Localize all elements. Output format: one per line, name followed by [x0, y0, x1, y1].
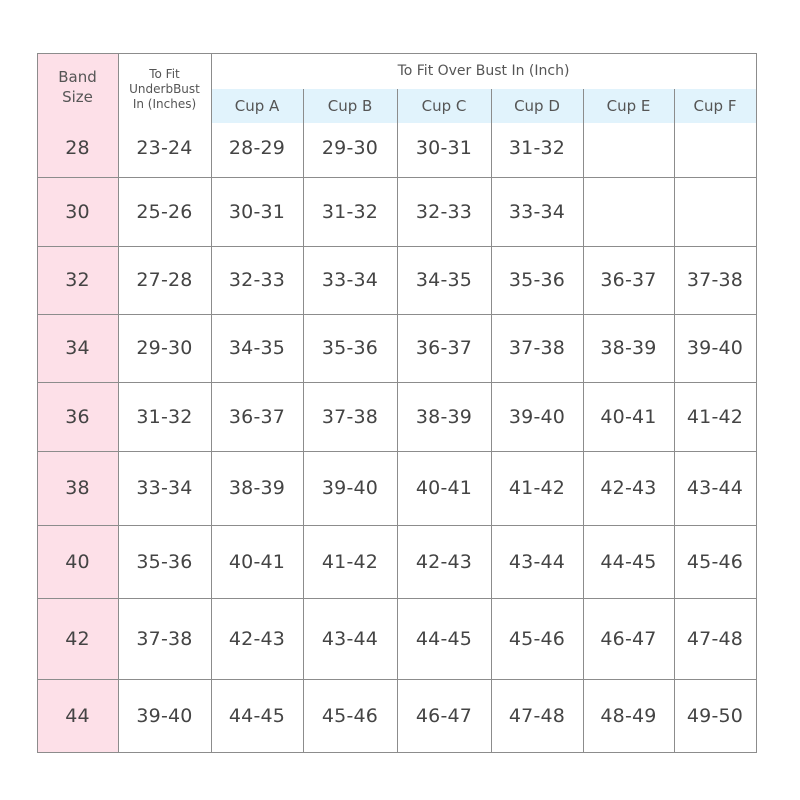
cup-value-cell: 49-50 [686, 704, 744, 727]
cup-value-cell: 35-36 [321, 337, 379, 359]
column-divider [491, 89, 492, 752]
underbust-cell: 33-34 [136, 477, 193, 499]
cup-value-cell: 29-30 [321, 137, 379, 159]
cup-value-cell: 43-44 [321, 627, 379, 650]
cup-value-cell: 32-33 [415, 200, 473, 223]
cup-value-cell: 42-43 [228, 627, 286, 650]
underbust-cell: 23-24 [136, 137, 193, 159]
row-divider [37, 679, 756, 680]
cup-header-c: Cup C [421, 97, 467, 115]
cup-header-b: Cup B [327, 97, 373, 115]
band-size-cell: 40 [65, 550, 90, 573]
cup-value-cell: 46-47 [600, 627, 657, 650]
cup-value-cell: 37-38 [508, 337, 566, 359]
cup-header-a: Cup A [234, 97, 280, 115]
cup-value-cell: 45-46 [321, 704, 379, 727]
cup-value-cell: 36-37 [600, 269, 657, 291]
table-border-bottom [37, 752, 757, 753]
cup-value-cell: 39-40 [686, 337, 744, 359]
overbust-header: To Fit Over Bust In (Inch) [397, 63, 570, 79]
column-divider [397, 89, 398, 752]
cup-value-cell: 37-38 [321, 405, 379, 428]
table-border-top [37, 53, 756, 54]
cup-value-cell: 39-40 [321, 477, 379, 499]
cup-value-cell: 47-48 [686, 627, 744, 650]
cup-value-cell: 36-37 [415, 337, 473, 359]
cup-value-cell [674, 177, 756, 246]
cup-value-cell: 31-32 [508, 137, 566, 159]
underbust-cell: 31-32 [136, 405, 193, 428]
cup-value-cell: 34-35 [228, 337, 286, 359]
row-divider [37, 246, 756, 247]
cup-value-cell: 30-31 [228, 200, 286, 223]
band-size-cell: 38 [65, 477, 90, 499]
cup-header-e: Cup E [606, 97, 651, 115]
row-divider [37, 314, 756, 315]
cup-value-cell [583, 121, 674, 175]
band-size-cell: 36 [65, 405, 90, 428]
cup-value-cell: 48-49 [600, 704, 657, 727]
cup-value-cell: 43-44 [508, 550, 566, 573]
cup-value-cell: 42-43 [415, 550, 473, 573]
underbust-cell: 25-26 [136, 200, 193, 223]
cup-value-cell: 28-29 [228, 137, 286, 159]
underbust-header: To Fit UnderbBust In (Inches) [129, 67, 200, 111]
column-divider [211, 53, 212, 752]
cup-value-cell: 36-37 [228, 405, 286, 428]
cup-value-cell: 44-45 [228, 704, 286, 727]
cup-value-cell: 32-33 [228, 269, 286, 291]
cup-value-cell: 44-45 [415, 627, 473, 650]
cup-value-cell: 31-32 [321, 200, 379, 223]
cup-value-cell: 30-31 [415, 137, 473, 159]
cup-value-cell: 42-43 [600, 477, 657, 499]
underbust-cell: 37-38 [136, 627, 193, 650]
cup-value-cell: 39-40 [508, 405, 566, 428]
cup-value-cell: 44-45 [600, 550, 657, 573]
cup-value-cell: 38-39 [600, 337, 657, 359]
cup-value-cell: 41-42 [321, 550, 379, 573]
underbust-cell: 27-28 [136, 269, 193, 291]
cup-value-cell: 40-41 [600, 405, 657, 428]
row-divider [37, 525, 756, 526]
underbust-cell: 29-30 [136, 337, 193, 359]
band-size-header: Band Size [58, 68, 97, 106]
table-border-right [756, 53, 757, 753]
column-divider [303, 89, 304, 752]
cup-value-cell [583, 177, 674, 246]
band-size-cell: 30 [65, 200, 90, 223]
underbust-cell: 39-40 [136, 704, 193, 727]
band-size-cell: 42 [65, 627, 90, 650]
row-divider [37, 451, 756, 452]
band-size-cell: 34 [65, 337, 90, 359]
cup-value-cell: 41-42 [686, 405, 744, 428]
cup-value-cell: 43-44 [686, 477, 744, 499]
band-size-cell: 28 [65, 137, 90, 159]
cup-value-cell: 37-38 [686, 269, 744, 291]
column-divider [118, 53, 119, 752]
cup-value-cell: 35-36 [508, 269, 566, 291]
band-size-cell: 44 [65, 704, 90, 727]
cup-header-d: Cup D [514, 97, 560, 115]
cup-value-cell: 47-48 [508, 704, 566, 727]
table-border-left [37, 53, 38, 752]
column-divider [583, 89, 584, 752]
row-divider [37, 382, 756, 383]
band-size-cell: 32 [65, 269, 90, 291]
row-divider [37, 598, 756, 599]
cup-value-cell: 41-42 [508, 477, 566, 499]
cup-value-cell: 46-47 [415, 704, 473, 727]
underbust-cell: 35-36 [136, 550, 193, 573]
row-divider [37, 177, 756, 178]
cup-value-cell [674, 121, 756, 175]
column-divider [674, 89, 675, 752]
cup-value-cell: 38-39 [415, 405, 473, 428]
cup-value-cell: 33-34 [508, 200, 566, 223]
cup-value-cell: 40-41 [415, 477, 473, 499]
cup-value-cell: 45-46 [686, 550, 744, 573]
cup-value-cell: 33-34 [321, 269, 379, 291]
cup-value-cell: 38-39 [228, 477, 286, 499]
cup-value-cell: 34-35 [415, 269, 473, 291]
cup-header-f: Cup F [693, 97, 737, 115]
cup-value-cell: 40-41 [228, 550, 286, 573]
cup-value-cell: 45-46 [508, 627, 566, 650]
